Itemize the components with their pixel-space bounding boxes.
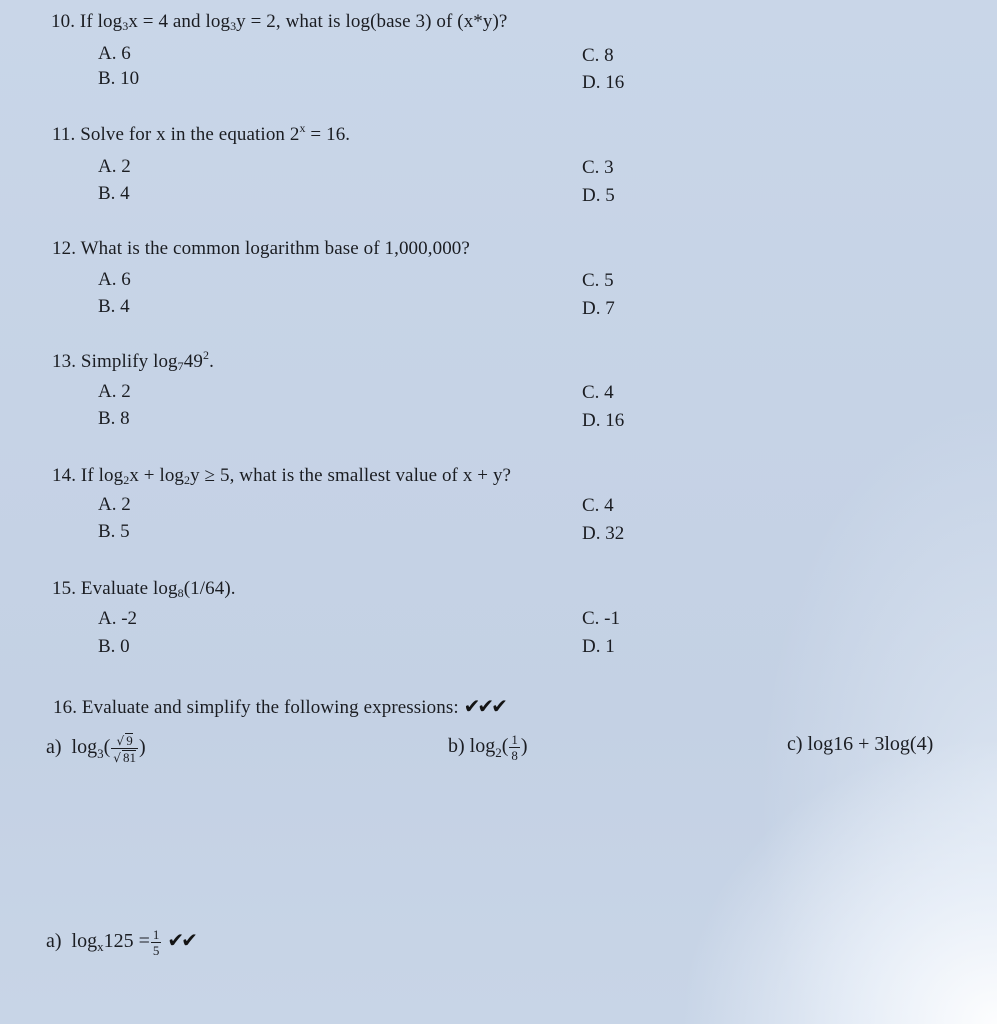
question-15-option-a: A. -2 [98,608,138,629]
question-11-option-c: C. 3 [582,157,614,178]
question-10-option-b: B. 10 [98,68,140,89]
question-10-option-d: D. 16 [582,72,625,93]
question-12-option-c: C. 5 [582,270,614,291]
question-13-stem: 13. Simplify $\log_749^2$. [52,348,214,373]
question-number: 11. [52,124,76,145]
question-number: 12. [52,238,77,259]
question-12-option-d: D. 7 [582,298,615,319]
question-11-option-b: B. 4 [98,183,130,204]
question-number: 15. [52,578,77,599]
checkmark-icon: ✔✔ [167,928,195,953]
fraction: $\frac{1}{8}$ [511,732,518,763]
question-14-option-b: B. 5 [98,521,130,542]
question-12-option-a: A. 6 [98,269,131,290]
question-14-option-c: C. 4 [582,495,614,516]
question-number: 16. [53,697,78,718]
question-13-option-a: A. 2 [98,381,131,402]
expression-16a: a) $\log_3$( $\frac{√ 9}{√ 81}$ ) [46,733,146,765]
expression-bottom-a: a) $\log_x125$ = $\frac{1}{5}$ ✔✔ [46,927,195,958]
fraction: $\frac{√ 9}{√ 81}$ [113,733,136,765]
question-15-option-b: B. 0 [98,636,130,657]
question-15-stem: 15. Evaluate $\log_8(1/64)$. [52,578,236,600]
question-13-option-c: C. 4 [582,382,614,403]
square-root-icon: √ [116,734,125,748]
question-11-stem: 11. Solve for x in the equation $2^x = 16$. [52,121,351,145]
question-12-option-b: B. 4 [98,296,130,317]
question-14-option-a: A. 2 [98,494,131,515]
question-15-option-d: D. 1 [582,636,615,657]
fraction: $\frac{1}{5}$ [152,927,160,958]
question-number: 13. [52,351,77,372]
expression-16b: b) $\log_2$( $\frac{1}{8}$ ) [448,732,528,763]
checkmark-icon: ✔✔✔ [463,694,505,718]
question-number: 10. [51,11,76,32]
question-12-stem: 12. What is the common logarithm base of 1,000,000? [52,238,470,259]
question-10-option-a: A. 6 [98,43,131,64]
question-11-option-a: A. 2 [98,156,131,177]
question-13-option-b: B. 8 [98,408,130,429]
question-15-option-c: C. -1 [582,608,620,629]
expression-16c: c) log16 + 3log(4) [787,733,934,755]
question-13-option-d: D. 16 [582,410,625,431]
question-10-stem: 10. If $\log_3x = 4$ and $\log_3y = 2$, what is log(base 3) of (x*y)? [51,11,508,33]
question-11-option-d: D. 5 [582,185,615,206]
question-14-stem: 14. If $\log_2x + \log_2y \ge 5$, what is the smallest value of x + y? [52,465,512,487]
question-14-option-d: D. 32 [582,523,625,544]
square-root-icon: √ [113,751,121,765]
question-16-stem: 16. Evaluate and simplify the following expressions: ✔✔✔ [53,694,505,718]
question-10-option-c: C. 8 [582,45,614,66]
question-number: 14. [52,465,77,486]
